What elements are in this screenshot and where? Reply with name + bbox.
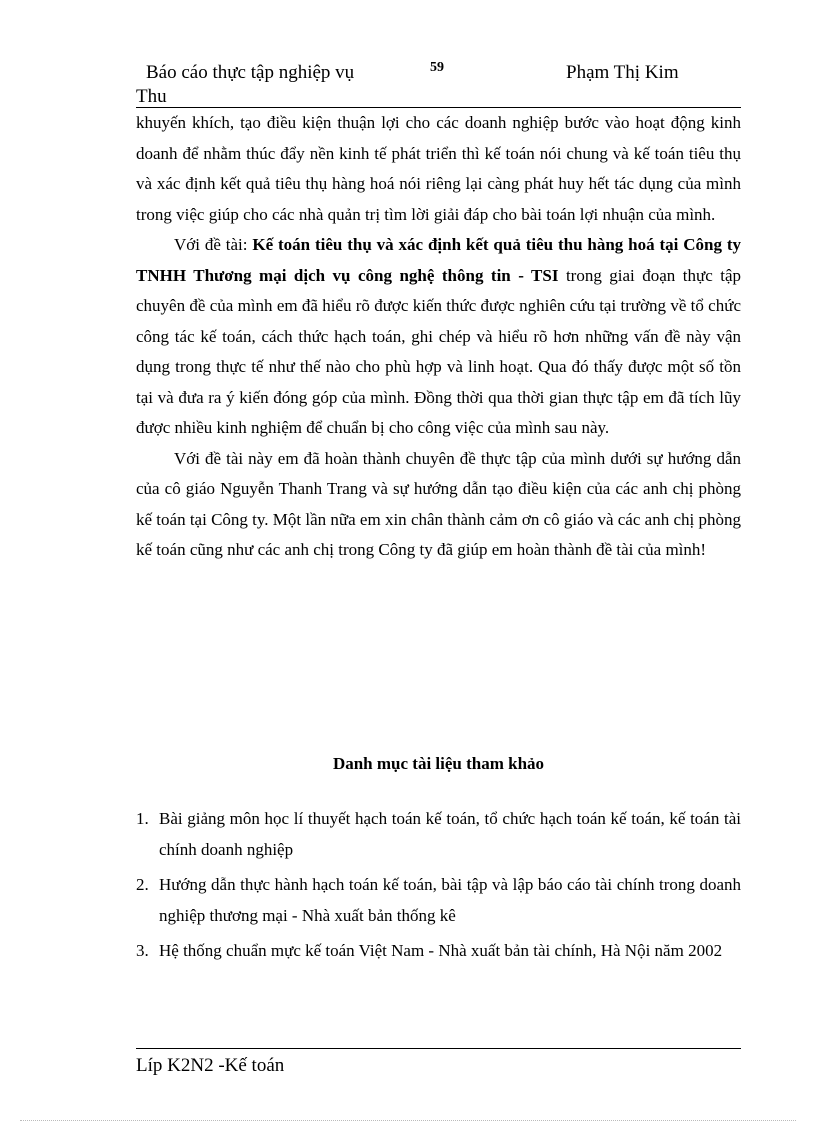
reference-text: Hướng dẫn thực hành hạch toán kế toán, bài tập và lập báo cáo tài chính trong doanh nghiệp thương mại - Nhà xuất bản thống kê — [159, 875, 741, 925]
reference-text: Bài giảng môn học lí thuyết hạch toán kế toán, tổ chức hạch toán kế toán, kế toán tài chính doanh nghiệp — [159, 809, 741, 859]
footer-class: Líp K2N2 -Kế toán — [136, 1055, 285, 1076]
paragraph-2 — [136, 230, 741, 444]
page-edge-dotted-line — [20, 1120, 796, 1121]
header-author-wrap: Thu — [136, 86, 167, 107]
thesis-topic: Kế toán tiêu thụ và xác định kết quả tiêu thu hàng hoá tại Công ty TNHH Thương mại dịch vụ công nghệ thông tin - TSI — [136, 235, 742, 285]
references-title: Danh mục tài liệu tham khảo — [332, 754, 545, 773]
paragraph-2-lead: Với đề tài: — [174, 235, 253, 254]
reference-number: 3. — [136, 941, 149, 960]
reference-item — [136, 935, 741, 966]
footer-divider — [136, 1048, 741, 1049]
reference-number: 2. — [136, 875, 149, 894]
reference-item — [136, 869, 741, 931]
references-list — [136, 803, 741, 970]
body-text — [136, 108, 741, 566]
paragraph-2-rest: trong giai đoạn thực tập chuyên đề của mình em đã hiểu rõ được kiến thức được nghiên cứu tại trường về tổ chức công tác kế toán, cách thức hạch toán, ghi chép và hiểu rõ hơn những vấn đề này vận dụng trong thực tế như thế nào cho phù hợp và linh hoạt. Qua đó thấy được một số tồn tại và đưa ra ý kiến đóng góp của mình. Đồng thời qua thời gian thực tập em đã tích lũy được nhiều kinh nghiệm để chuẩn bị cho công việc của mình sau này. — [136, 265, 741, 437]
header-report-title: Báo cáo thực tập nghiệp vụ — [146, 62, 355, 83]
paragraph-3: Với đề tài này em đã hoàn thành chuyên đề thực tập của mình dưới sự hướng dẫn của cô giáo Nguyễn Thanh Trang và sự hướng dẫn tạo điều kiện của các anh chị phòng kế toán tại Công ty. Một lần nữa em xin chân thành cảm ơn cô giáo và các anh chị phòng kế toán cũng như các anh chị trong Công ty đã giúp em hoàn thành đề tài của mình! — [136, 448, 741, 559]
reference-text: Hệ thống chuẩn mực kế toán Việt Nam - Nhà xuất bản tài chính, Hà Nội năm 2002 — [159, 941, 723, 960]
header-author: Phạm Thị Kim — [566, 62, 679, 83]
reference-item — [136, 803, 741, 865]
page-number: 59 — [430, 60, 444, 75]
paragraph-1: khuyến khích, tạo điều kiện thuận lợi cho các doanh nghiệp bước vào hoạt động kinh doanh để nhằm thúc đẩy nền kinh tế phát triển thì kế toán nói chung và kế toán tiêu thụ và xác định kết quả tiêu thụ hàng hoá nói riêng lại càng phát huy hết tác dụng của mình trong việc giúp cho các nhà quản trị tìm lời giải đáp cho bài toán lợi nhuận của mình. — [136, 113, 741, 224]
reference-number: 1. — [136, 809, 149, 828]
